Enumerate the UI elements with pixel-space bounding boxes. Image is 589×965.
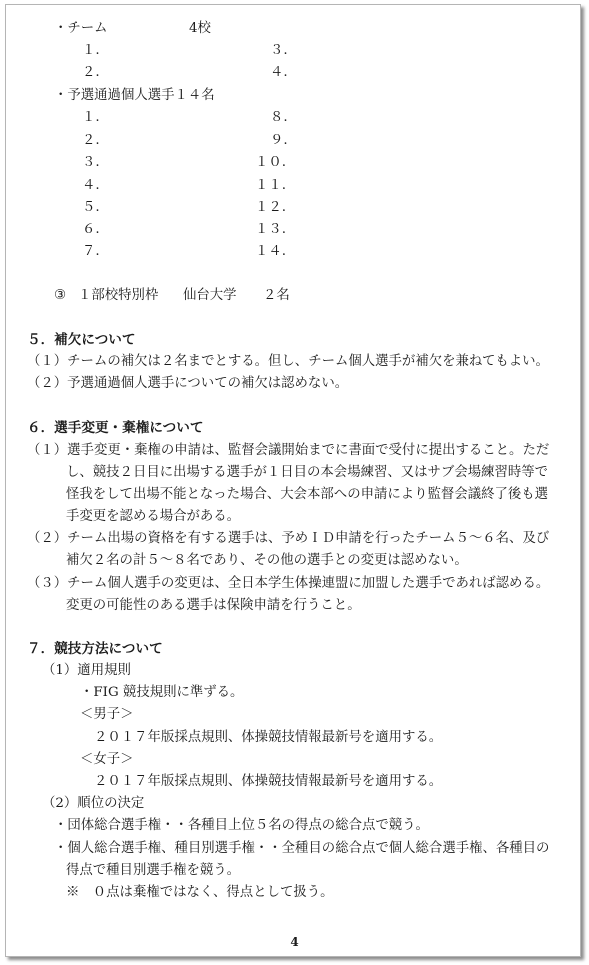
- teams-label: ・チーム: [54, 21, 108, 36]
- individual-slot: ７.: [82, 244, 100, 259]
- section6-line: （３）チーム個人選手の変更は、全日本学生体操連盟に加盟した選手であれば認める。: [27, 576, 550, 591]
- ranking-title: （2）順位の決定: [42, 796, 145, 811]
- ranking-individual: ・個人総合選手権、種目別選手権・・全種目の総合点で個人総合選手権、各種目の: [54, 841, 550, 856]
- individual-slot: ２.: [82, 133, 100, 148]
- special-mark: ③: [54, 288, 67, 303]
- special-school: 仙台大学: [183, 288, 237, 303]
- zero-score-note: ※ ０点は棄権ではなく、得点として扱う。: [66, 885, 334, 900]
- individual-slot: １２.: [255, 200, 287, 215]
- team-slot: ４.: [270, 65, 288, 80]
- women-label: ＜女子＞: [80, 752, 134, 767]
- rules-fig: ・FIG 競技規則に準ずる。: [80, 685, 244, 700]
- section6-line: 変更の可能性のある選手は保険申請を行うこと。: [66, 598, 361, 613]
- special-label: １部校特別枠: [78, 288, 159, 303]
- individual-slot: １４.: [255, 244, 287, 259]
- individual-slot: ４.: [82, 178, 100, 193]
- individual-slot: １０.: [255, 155, 287, 170]
- individual-slot: ５.: [82, 200, 100, 215]
- individual-slot: ８.: [270, 110, 288, 125]
- section6-line: し、競技２日目に出場する選手が１日目の本会場練習、又はサブ会場練習時等で: [66, 465, 549, 480]
- section6-line: 手変更を認める場合がある。: [66, 509, 241, 524]
- section5-heading: ５．補欠について: [27, 332, 136, 348]
- section7-heading: ７．競技方法について: [27, 641, 163, 657]
- ranking-team: ・団体総合選手権・・各種目上位５名の得点の総合点で競う。: [54, 818, 429, 833]
- section6-line: （２）チーム出場の資格を有する選手は、予めＩＤ申請を行ったチーム５～６名、及び: [27, 531, 550, 546]
- section6-heading: ６．選手変更・棄権について: [27, 420, 204, 436]
- special-count: ２名: [263, 288, 290, 303]
- team-slot: ２.: [82, 65, 100, 80]
- section6-line: 怪我をして出場不能となった場合、大会本部への申請により監督会議終了後も選: [66, 487, 549, 502]
- page-number: 4: [290, 935, 299, 949]
- women-text: ２０１７年版採点規則、体操競技情報最新号を適用する。: [94, 774, 443, 789]
- individual-slot: １３.: [255, 222, 287, 237]
- section6-line: （１）選手変更・棄権の申請は、監督会議開始までに書面で受付に提出すること。ただ: [27, 443, 550, 458]
- ranking-individual: 得点で種目別選手権を競う。: [66, 863, 241, 878]
- men-text: ２０１７年版採点規則、体操競技情報最新号を適用する。: [94, 730, 443, 745]
- rules-title: （1）適用規則: [42, 663, 131, 678]
- section5-item: （２）予選通過個人選手についての補欠は認めない。: [27, 376, 349, 391]
- individual-slot: １１.: [255, 178, 287, 193]
- men-label: ＜男子＞: [80, 707, 134, 722]
- section6-line: 補欠２名の計５～８名であり、その他の選手との変更は認めない。: [66, 553, 468, 568]
- individual-slot: ３.: [82, 155, 100, 170]
- team-slot: ３.: [270, 43, 288, 58]
- individual-slot: ９.: [270, 133, 288, 148]
- individual-slot: １.: [82, 110, 100, 125]
- individuals-label: ・予選通過個人選手１４名: [54, 88, 215, 103]
- individual-slot: ６.: [82, 222, 100, 237]
- teams-count: 4校: [189, 21, 211, 36]
- section5-item: （１）チームの補欠は２名までとする。但し、チーム個人選手が補欠を兼ねてもよい。: [27, 354, 549, 369]
- team-slot: １.: [82, 43, 100, 58]
